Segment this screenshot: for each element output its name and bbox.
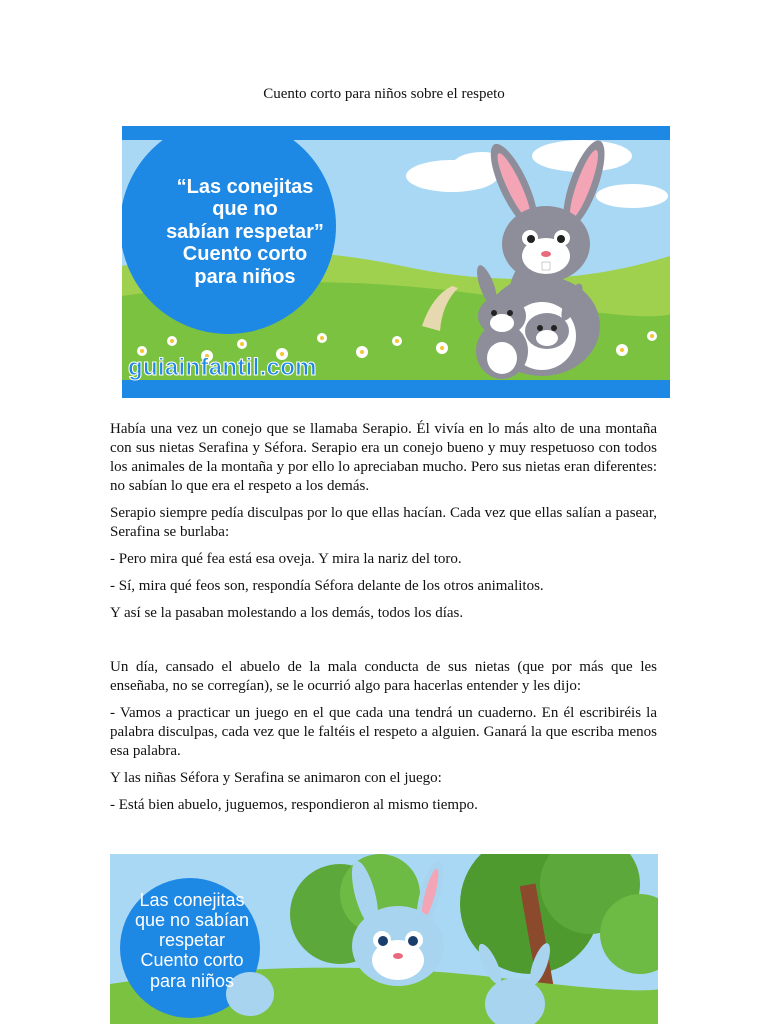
- story-paragraph: - Está bien abuelo, juguemos, respondieron al mismo tiempo.: [110, 797, 478, 813]
- banner-title: “Las conejitas que no sabían respetar” Cuento corto para niños: [166, 176, 324, 288]
- story-paragraph: Y así se la pasaban molestando a los demás, todos los días.: [110, 605, 464, 621]
- story-paragraph: Y las niñas Séfora y Serafina se animaron con el juego:: [110, 770, 442, 786]
- story-section-1: [110, 420, 657, 631]
- story-paragraph: - Vamos a practicar un juego en el que cada una tendrá un cuaderno. En él escribiréis la palabra disculpas, cada vez que le faltéis el respeto a alguien. Ganará la que escriba menos esa palabra.: [110, 705, 657, 759]
- story-section-2: [110, 658, 657, 823]
- story-paragraph: Un día, cansado el abuelo de la mala conducta de sus nietas (que por más que les enseñaba, no se corregían), se le ocurrió algo para hacerlas entender y les dijo:: [110, 659, 657, 694]
- story-banner-image-2: [110, 854, 658, 1024]
- banner-title: Las conejitas que no sabían respetar Cuento corto para niños: [134, 890, 250, 991]
- page-title: Cuento corto para niños sobre el respeto: [263, 86, 505, 102]
- story-paragraph: - Pero mira qué fea está esa oveja. Y mira la nariz del toro.: [110, 551, 462, 567]
- story-banner-image: [122, 126, 670, 398]
- story-paragraph: Serapio siempre pedía disculpas por lo que ellas hacían. Cada vez que ellas salían a pasear, Serafina se burlaba:: [110, 505, 657, 540]
- guiainfantil-watermark: guiainfantil.com: [128, 354, 317, 381]
- story-paragraph: - Sí, mira qué feos son, respondía Séfora delante de los otros animalitos.: [110, 578, 544, 594]
- story-paragraph: Había una vez un conejo que se llamaba Serapio. Él vivía en lo más alto de una montaña con sus nietas Serafina y Séfora. Serapio era un conejo bueno y muy respetuoso con todos los animales de la montaña y por ello lo apreciaban mucho. Pero sus nietas eran diferentes: no sabían lo que era el respeto a los demás.: [110, 421, 657, 494]
